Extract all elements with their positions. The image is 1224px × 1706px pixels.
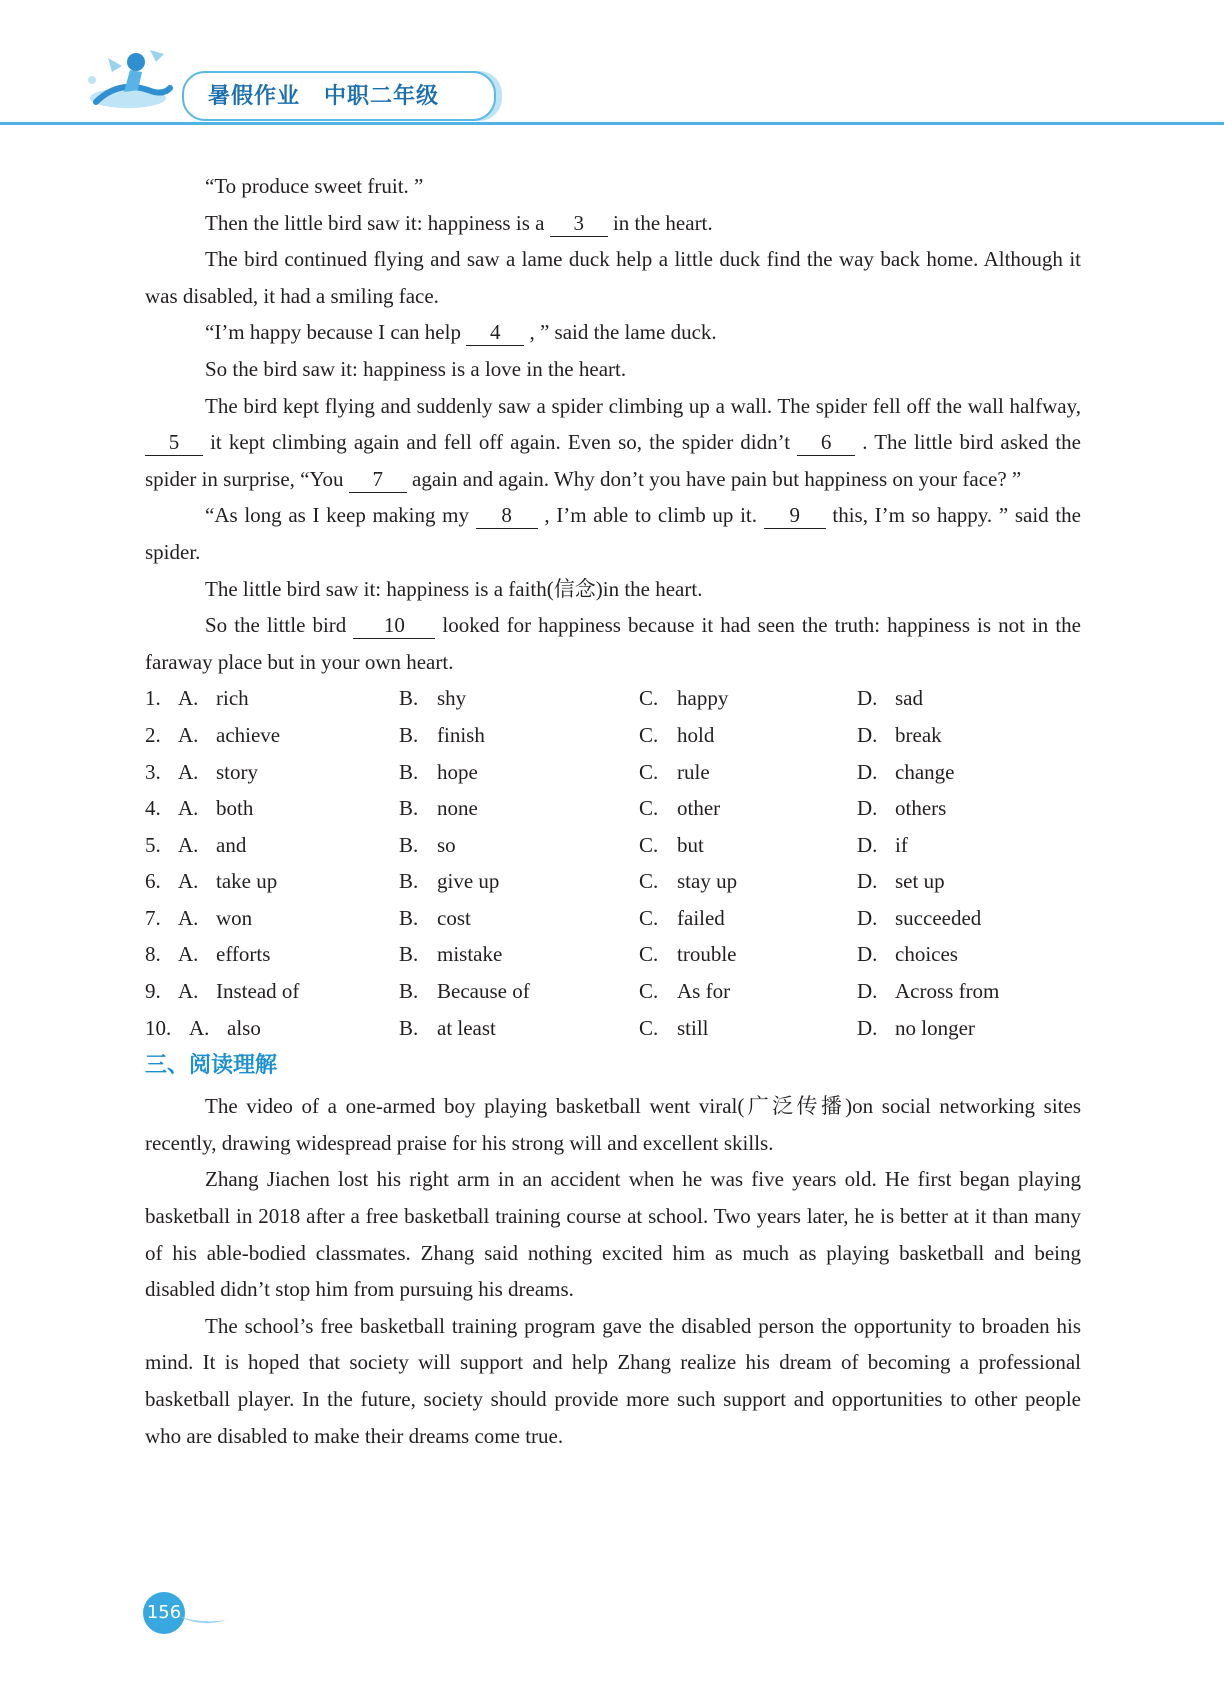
option-letter: D. xyxy=(857,722,878,747)
option-letter: B. xyxy=(399,722,419,747)
option-a: also xyxy=(227,1015,261,1040)
option-a: and xyxy=(216,832,247,857)
option-a: take up xyxy=(216,869,278,894)
passage-text: . The little bird asked the spider in surprise, “You xyxy=(145,430,1081,491)
option-c: hold xyxy=(677,722,715,747)
passage-text: “As long as I keep making my xyxy=(205,503,476,528)
option-row xyxy=(145,790,1081,827)
reading-paragraph: The school’s free basketball training program gave the disabled person the opportunity to broaden his mind. It is hoped that society will support and help Zhang realize his dream of becoming a professional basketball player. In the future, society should provide more such support and opportunities to other people who are disabled to make their dreams come true. xyxy=(145,1313,1081,1448)
option-d: others xyxy=(895,796,947,821)
option-letter: D. xyxy=(857,869,878,894)
option-b: give up xyxy=(437,869,500,894)
blank-10: 10 xyxy=(353,612,435,639)
option-b: finish xyxy=(437,722,485,747)
passage-text: “To produce sweet fruit. ” xyxy=(205,174,424,198)
option-d: choices xyxy=(895,942,958,967)
option-letter: D. xyxy=(857,942,878,967)
option-a: Instead of xyxy=(216,979,300,1004)
header-title xyxy=(208,79,439,110)
question-number: 2. xyxy=(145,722,161,747)
option-letter: C. xyxy=(639,686,659,711)
option-letter: A. xyxy=(178,979,199,1004)
blank-6: 6 xyxy=(797,429,855,456)
option-a: both xyxy=(216,796,254,821)
passage-text: The bird continued flying and saw a lame duck help a little duck find the way back home. Although it was disabled, it had a smiling face. xyxy=(145,247,1081,308)
option-letter: C. xyxy=(639,1015,659,1040)
option-letter: A. xyxy=(178,832,199,857)
option-a: won xyxy=(216,905,253,930)
option-b: shy xyxy=(437,686,467,711)
option-letter: C. xyxy=(639,832,659,857)
option-letter: D. xyxy=(857,905,878,930)
option-letter: C. xyxy=(639,722,659,747)
option-d: Across from xyxy=(895,979,1000,1004)
passage-text: this, I’m so happy. ” said the spider. xyxy=(145,503,1081,564)
header-divider xyxy=(0,122,1224,125)
option-letter: A. xyxy=(189,1015,210,1040)
option-letter: A. xyxy=(178,796,199,821)
question-number: 9. xyxy=(145,979,161,1004)
option-row xyxy=(145,717,1081,754)
option-a: story xyxy=(216,759,258,784)
option-letter: C. xyxy=(639,905,659,930)
option-letter: D. xyxy=(857,759,878,784)
option-b: Because of xyxy=(437,979,530,1004)
option-letter: B. xyxy=(399,905,419,930)
option-letter: C. xyxy=(639,869,659,894)
option-c: but xyxy=(677,832,704,857)
question-number: 6. xyxy=(145,869,161,894)
option-row xyxy=(145,680,1081,717)
option-b: hope xyxy=(437,759,478,784)
option-a: rich xyxy=(216,686,249,711)
option-letter: B. xyxy=(399,1015,419,1040)
option-a: efforts xyxy=(216,942,271,967)
page-header xyxy=(0,0,1224,130)
passage-text: So the little bird xyxy=(205,613,354,638)
header-title-part1: 暑假作业 xyxy=(208,84,301,109)
question-number: 8. xyxy=(145,942,161,967)
question-number: 10. xyxy=(145,1015,172,1040)
passage-text: looked for happiness because it had seen the truth: happiness is not in the faraway place but in your own heart. xyxy=(145,613,1082,674)
passage-text: The little bird saw it: happiness is a faith(信念)in the heart. xyxy=(205,576,703,601)
passage-line xyxy=(145,168,1081,205)
option-d: if xyxy=(895,832,908,857)
option-letter: A. xyxy=(178,905,199,930)
section-heading: 三、阅读理解 xyxy=(145,1053,278,1079)
option-row xyxy=(145,1010,1081,1047)
option-letter: C. xyxy=(639,942,659,967)
question-number: 5. xyxy=(145,832,161,857)
option-row xyxy=(145,900,1081,937)
passage-paragraph xyxy=(145,241,1081,314)
option-letter: B. xyxy=(399,942,419,967)
passage-text: , ” said the lame duck. xyxy=(524,320,717,345)
option-c: other xyxy=(677,796,721,821)
option-letter: D. xyxy=(857,796,878,821)
option-b: mistake xyxy=(437,942,503,967)
option-d: succeeded xyxy=(895,905,982,930)
option-letter: A. xyxy=(178,722,199,747)
question-number: 1. xyxy=(145,686,161,711)
mascot-logo xyxy=(78,40,178,120)
header-title-part2: 中职二年级 xyxy=(324,84,440,109)
question-number: 7. xyxy=(145,905,161,930)
options-table xyxy=(145,680,1081,1046)
option-c: still xyxy=(677,1015,709,1040)
option-c: As for xyxy=(677,979,731,1004)
option-c: trouble xyxy=(677,942,737,967)
option-d: sad xyxy=(895,686,923,711)
option-d: change xyxy=(895,759,955,784)
passage-paragraph xyxy=(145,497,1081,570)
passage-line xyxy=(145,571,1081,608)
option-letter: C. xyxy=(639,979,659,1004)
passage-paragraph xyxy=(145,388,1081,498)
option-letter: C. xyxy=(639,759,659,784)
blank-4: 4 xyxy=(466,319,524,346)
option-b: so xyxy=(437,832,456,857)
page-content xyxy=(145,168,1081,1454)
option-c: rule xyxy=(677,759,710,784)
option-letter: D. xyxy=(857,832,878,857)
reading-paragraph: The video of a one-armed boy playing basketball went viral(广泛传播)on social networking sites recently, drawing widespread praise for his strong will and excellent skills. xyxy=(145,1094,1081,1155)
blank-3: 3 xyxy=(550,210,608,237)
passage-text: The bird kept flying and suddenly saw a spider climbing up a wall. The spider fell off the wall halfway, xyxy=(205,393,1081,418)
question-number: 4. xyxy=(145,796,161,821)
option-letter: A. xyxy=(178,759,199,784)
option-b: at least xyxy=(437,1015,496,1040)
option-row xyxy=(145,973,1081,1010)
option-row xyxy=(145,827,1081,864)
option-c: happy xyxy=(677,686,729,711)
option-letter: A. xyxy=(178,942,199,967)
option-letter: D. xyxy=(857,979,878,1004)
blank-8: 8 xyxy=(476,502,538,529)
passage-line xyxy=(145,205,1081,242)
option-letter: C. xyxy=(639,796,659,821)
passage-text: So the bird saw it: happiness is a love in the heart. xyxy=(205,356,627,381)
option-row xyxy=(145,863,1081,900)
passage-line xyxy=(145,314,1081,351)
passage-paragraph xyxy=(145,607,1081,680)
option-letter: D. xyxy=(857,1015,878,1040)
passage-text: again and again. Why don’t you have pain but happiness on your face? ” xyxy=(406,466,1022,491)
option-letter: B. xyxy=(399,832,419,857)
blank-5: 5 xyxy=(145,429,203,456)
passage-line xyxy=(145,351,1081,388)
blank-7: 7 xyxy=(349,466,407,493)
option-b: none xyxy=(437,796,478,821)
option-a: achieve xyxy=(216,722,281,747)
option-d: break xyxy=(895,722,942,747)
option-b: cost xyxy=(437,905,471,930)
passage-text: Then the little bird saw it: happiness is a xyxy=(205,210,550,235)
reading-paragraph: Zhang Jiachen lost his right arm in an accident when he was five years old. He first began playing basketball in 2018 after a free basketball training course at school. Two years later, he is better at it than many of his able-bodied classmates. Zhang said nothing excited him as much as playing basketball and being disabled didn’t stop him from pursuing his dreams. xyxy=(145,1167,1081,1302)
option-letter: A. xyxy=(178,869,199,894)
page-number-swoosh xyxy=(178,1614,226,1626)
option-row xyxy=(145,936,1081,973)
option-letter: B. xyxy=(399,869,419,894)
option-letter: B. xyxy=(399,686,419,711)
passage-text: , I’m able to climb up it. xyxy=(537,503,764,528)
option-letter: D. xyxy=(857,686,878,711)
option-letter: A. xyxy=(178,686,199,711)
passage-text: “I’m happy because I can help xyxy=(205,320,467,345)
option-row xyxy=(145,754,1081,791)
option-letter: B. xyxy=(399,979,419,1004)
option-letter: B. xyxy=(399,796,419,821)
question-number: 3. xyxy=(145,759,161,784)
option-c: stay up xyxy=(677,869,738,894)
passage-text: in the heart. xyxy=(607,210,713,235)
option-c: failed xyxy=(677,905,725,930)
blank-9: 9 xyxy=(764,502,826,529)
option-d: no longer xyxy=(895,1015,975,1040)
page-number: 156 xyxy=(143,1592,185,1634)
option-d: set up xyxy=(895,869,945,894)
passage-text: it kept climbing again and fell off again. Even so, the spider didn’t xyxy=(203,430,798,455)
option-letter: B. xyxy=(399,759,419,784)
